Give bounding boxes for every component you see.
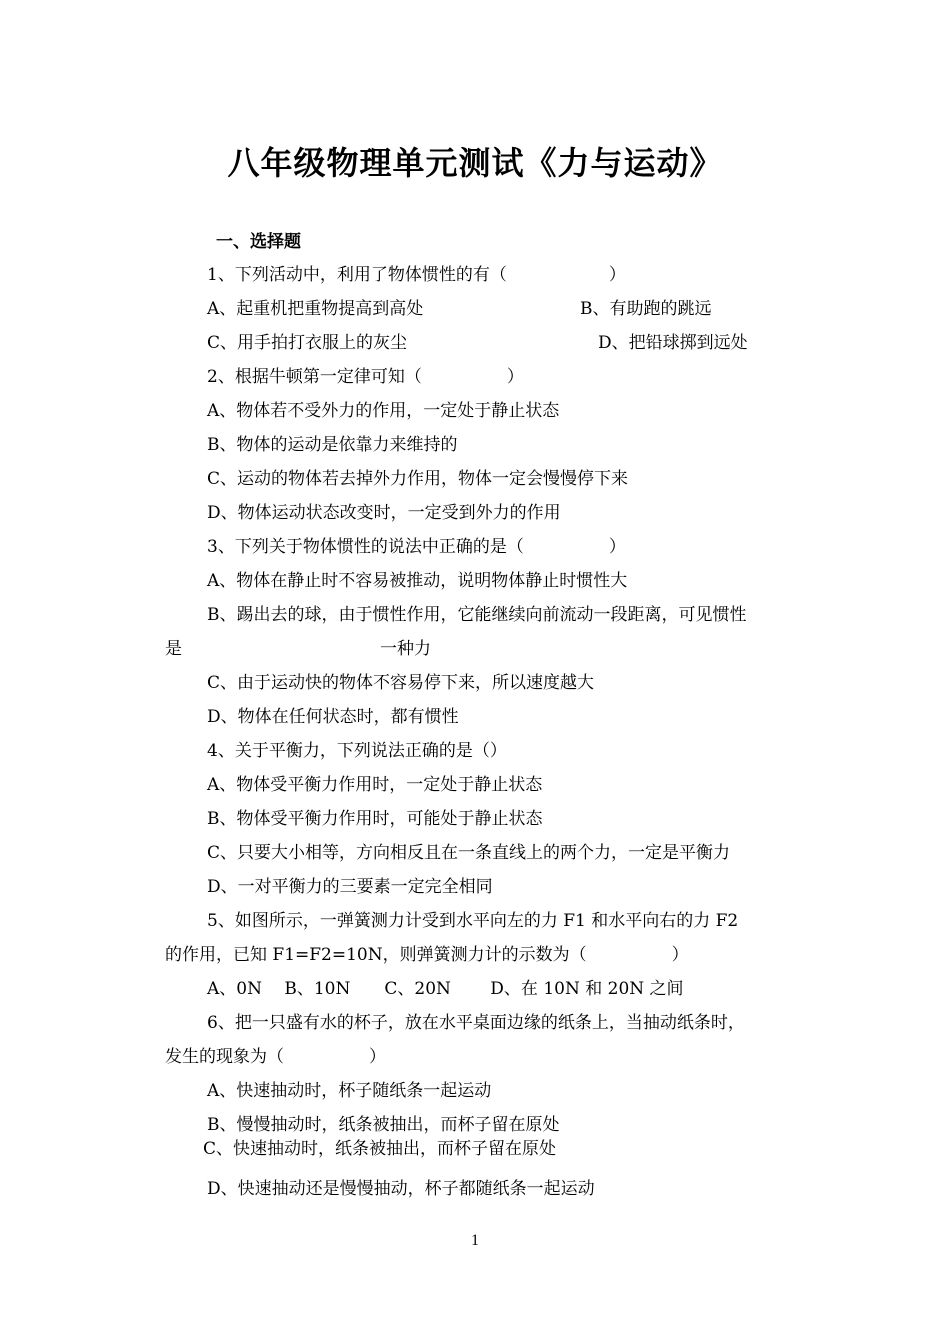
q4-option-a: A、物体受平衡力作用时，一定处于静止状态 xyxy=(207,775,543,795)
q3-option-b-tail: 一种力 xyxy=(380,639,431,659)
q6-option-b: B、慢慢抽动时，纸条被抽出，而杯子留在原处 xyxy=(207,1115,560,1135)
question-6: 6、把一只盛有水的杯子，放在水平桌面边缘的纸条上，当抽动纸条时， xyxy=(207,1013,745,1033)
q3-option-d: D、物体在任何状态时，都有惯性 xyxy=(207,707,459,727)
q4-option-d: D、一对平衡力的三要素一定完全相同 xyxy=(207,877,493,897)
q2-option-a: A、物体若不受外力的作用，一定处于静止状态 xyxy=(207,401,560,421)
q3-option-b: B、踢出去的球，由于惯性作用，它能继续向前流动一段距离，可见惯性 xyxy=(207,605,747,625)
question-2: 2、根据牛顿第一定律可知（ ） xyxy=(207,367,524,387)
q1-option-d: D、把铅球掷到远处 xyxy=(598,333,748,353)
q3-option-a: A、物体在静止时不容易被推动，说明物体静止时惯性大 xyxy=(207,571,628,591)
q4-option-c: C、只要大小相等，方向相反且在一条直线上的两个力，一定是平衡力 xyxy=(207,843,731,863)
q1-option-b: B、有助跑的跳远 xyxy=(580,299,712,319)
question-5-continued: 的作用，已知 F1=F2=10N，则弹簧测力计的示数为（ ） xyxy=(165,945,689,965)
q2-option-b: B、物体的运动是依靠力来维持的 xyxy=(207,435,458,455)
q6-option-a: A、快速抽动时，杯子随纸条一起运动 xyxy=(207,1081,492,1101)
question-3: 3、下列关于物体惯性的说法中正确的是（ ） xyxy=(207,537,626,557)
question-5: 5、如图所示，一弹簧测力计受到水平向左的力 F1 和水平向右的力 F2 xyxy=(207,911,739,931)
q3-option-b-continued: 是 xyxy=(165,639,182,659)
q6-option-d: D、快速抽动还是慢慢抽动，杯子都随纸条一起运动 xyxy=(207,1179,595,1199)
q5-options: A、0N B、10N C、20N D、在 10N 和 20N 之间 xyxy=(207,979,684,999)
question-6-continued: 发生的现象为（ ） xyxy=(165,1047,386,1067)
page-number: 1 xyxy=(471,1232,479,1249)
q2-option-c: C、运动的物体若去掉外力作用，物体一定会慢慢停下来 xyxy=(207,469,629,489)
q1-option-a: A、起重机把重物提高到高处 xyxy=(207,299,424,319)
q3-option-c: C、由于运动快的物体不容易停下来，所以速度越大 xyxy=(207,673,595,693)
section-heading: 一、选择题 xyxy=(216,232,301,252)
q2-option-d: D、物体运动状态改变时，一定受到外力的作用 xyxy=(207,503,561,523)
question-1: 1、下列活动中，利用了物体惯性的有（ ） xyxy=(207,265,626,285)
q1-option-c: C、用手拍打衣服上的灰尘 xyxy=(207,333,408,353)
page-title: 八年级物理单元测试《力与运动》 xyxy=(227,144,723,182)
q4-option-b: B、物体受平衡力作用时，可能处于静止状态 xyxy=(207,809,543,829)
q6-option-c: C、快速抽动时，纸条被抽出，而杯子留在原处 xyxy=(203,1139,557,1159)
question-4: 4、关于平衡力，下列说法正确的是（） xyxy=(207,741,507,761)
